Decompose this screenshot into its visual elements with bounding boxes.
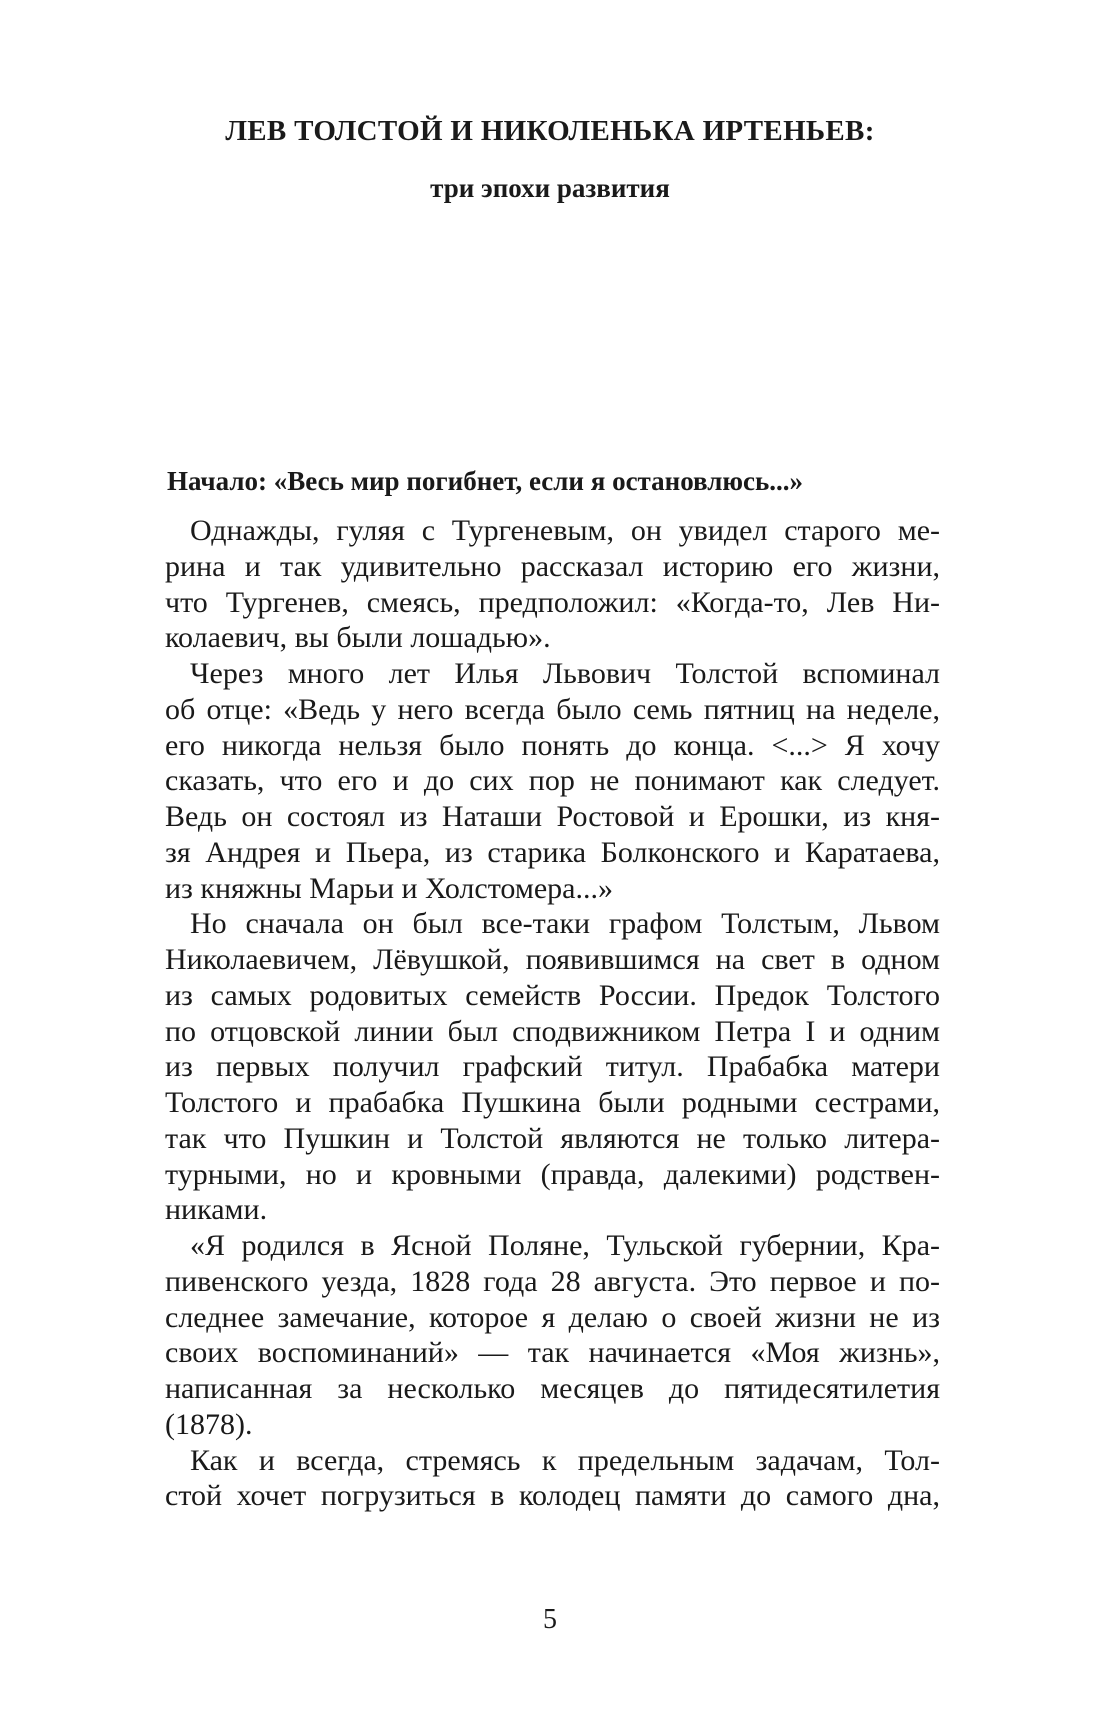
text-line: «Я родился в Ясной Поляне, Тульской губернии, Кра- — [190, 1229, 940, 1262]
text-line: из княжны Марьи и Холстомера...» — [165, 871, 613, 905]
chapter-title: ЛЕВ ТОЛСТОЙ И НИКОЛЕНЬКА ИРТЕНЬЕВ: — [225, 115, 875, 147]
text-line: своих воспоминаний» — так начинается «Моя жизнь», — [165, 1336, 940, 1370]
text-line: что Тургенев, смеясь, предположил: «Когда-то, Лев Ни- — [165, 585, 940, 619]
text-line: Однажды, гуляя с Тургеневым, он увидел старого ме- — [190, 514, 940, 547]
text-line: написанная за несколько месяцев до пятидесятилетия — [165, 1372, 940, 1405]
text-line: сказать, что его и до сих пор не понимают как следует. — [165, 764, 940, 798]
text-line: зя Андрея и Пьера, из старика Болконского и Каратаева, — [165, 835, 940, 869]
text-line: стой хочет погрузиться в колодец памяти до самого дна, — [165, 1479, 940, 1513]
text-line: рина и так удивительно рассказал историю его жизни, — [165, 549, 940, 583]
text-line: Толстого и прабабка Пушкина были родными сестрами, — [165, 1086, 940, 1119]
text-line: пивенского уезда, 1828 года 28 августа. Это первое и по- — [165, 1264, 940, 1298]
text-line: никами. — [165, 1193, 268, 1227]
text-line: об отце: «Ведь у него всегда было семь пятниц на неделе, — [165, 692, 940, 726]
section-heading: Начало: «Весь мир погибнет, если я остановлюсь...» — [167, 466, 804, 496]
chapter-subtitle: три эпохи развития — [430, 173, 670, 203]
text-line: (1878). — [165, 1407, 253, 1441]
body-text — [165, 513, 940, 1514]
page-number: 5 — [543, 1604, 557, 1635]
text-line: Но сначала он был все-таки графом Толстым, Львом — [190, 907, 940, 941]
text-line: следнее замечание, которое я делаю о своей жизни не из — [165, 1300, 940, 1334]
text-line: турными, но и кровными (правда, далекими) родствен- — [165, 1157, 940, 1191]
text-line: Ведь он состоял из Наташи Ростовой и Ерошки, из кня- — [165, 800, 940, 833]
text-line: так что Пушкин и Толстой являются не только литера- — [165, 1121, 940, 1155]
text-line: Как и всегда, стремясь к предельным задачам, Тол- — [190, 1443, 940, 1477]
text-line: его никогда нельзя было понять до конца. <...> Я хочу — [165, 728, 940, 762]
text-line: колаевич, вы были лошадью». — [165, 621, 551, 655]
text-line: из первых получил графский титул. Прабабка матери — [165, 1050, 940, 1084]
text-line: по отцовской линии был сподвижником Петра I и одним — [165, 1014, 940, 1048]
text-line: из самых родовитых семейств России. Предок Толстого — [165, 978, 940, 1012]
text-line: Через много лет Илья Львович Толстой вспоминал — [190, 657, 940, 690]
text-line: Николаевичем, Лёвушкой, появившимся на свет в одном — [165, 943, 940, 976]
